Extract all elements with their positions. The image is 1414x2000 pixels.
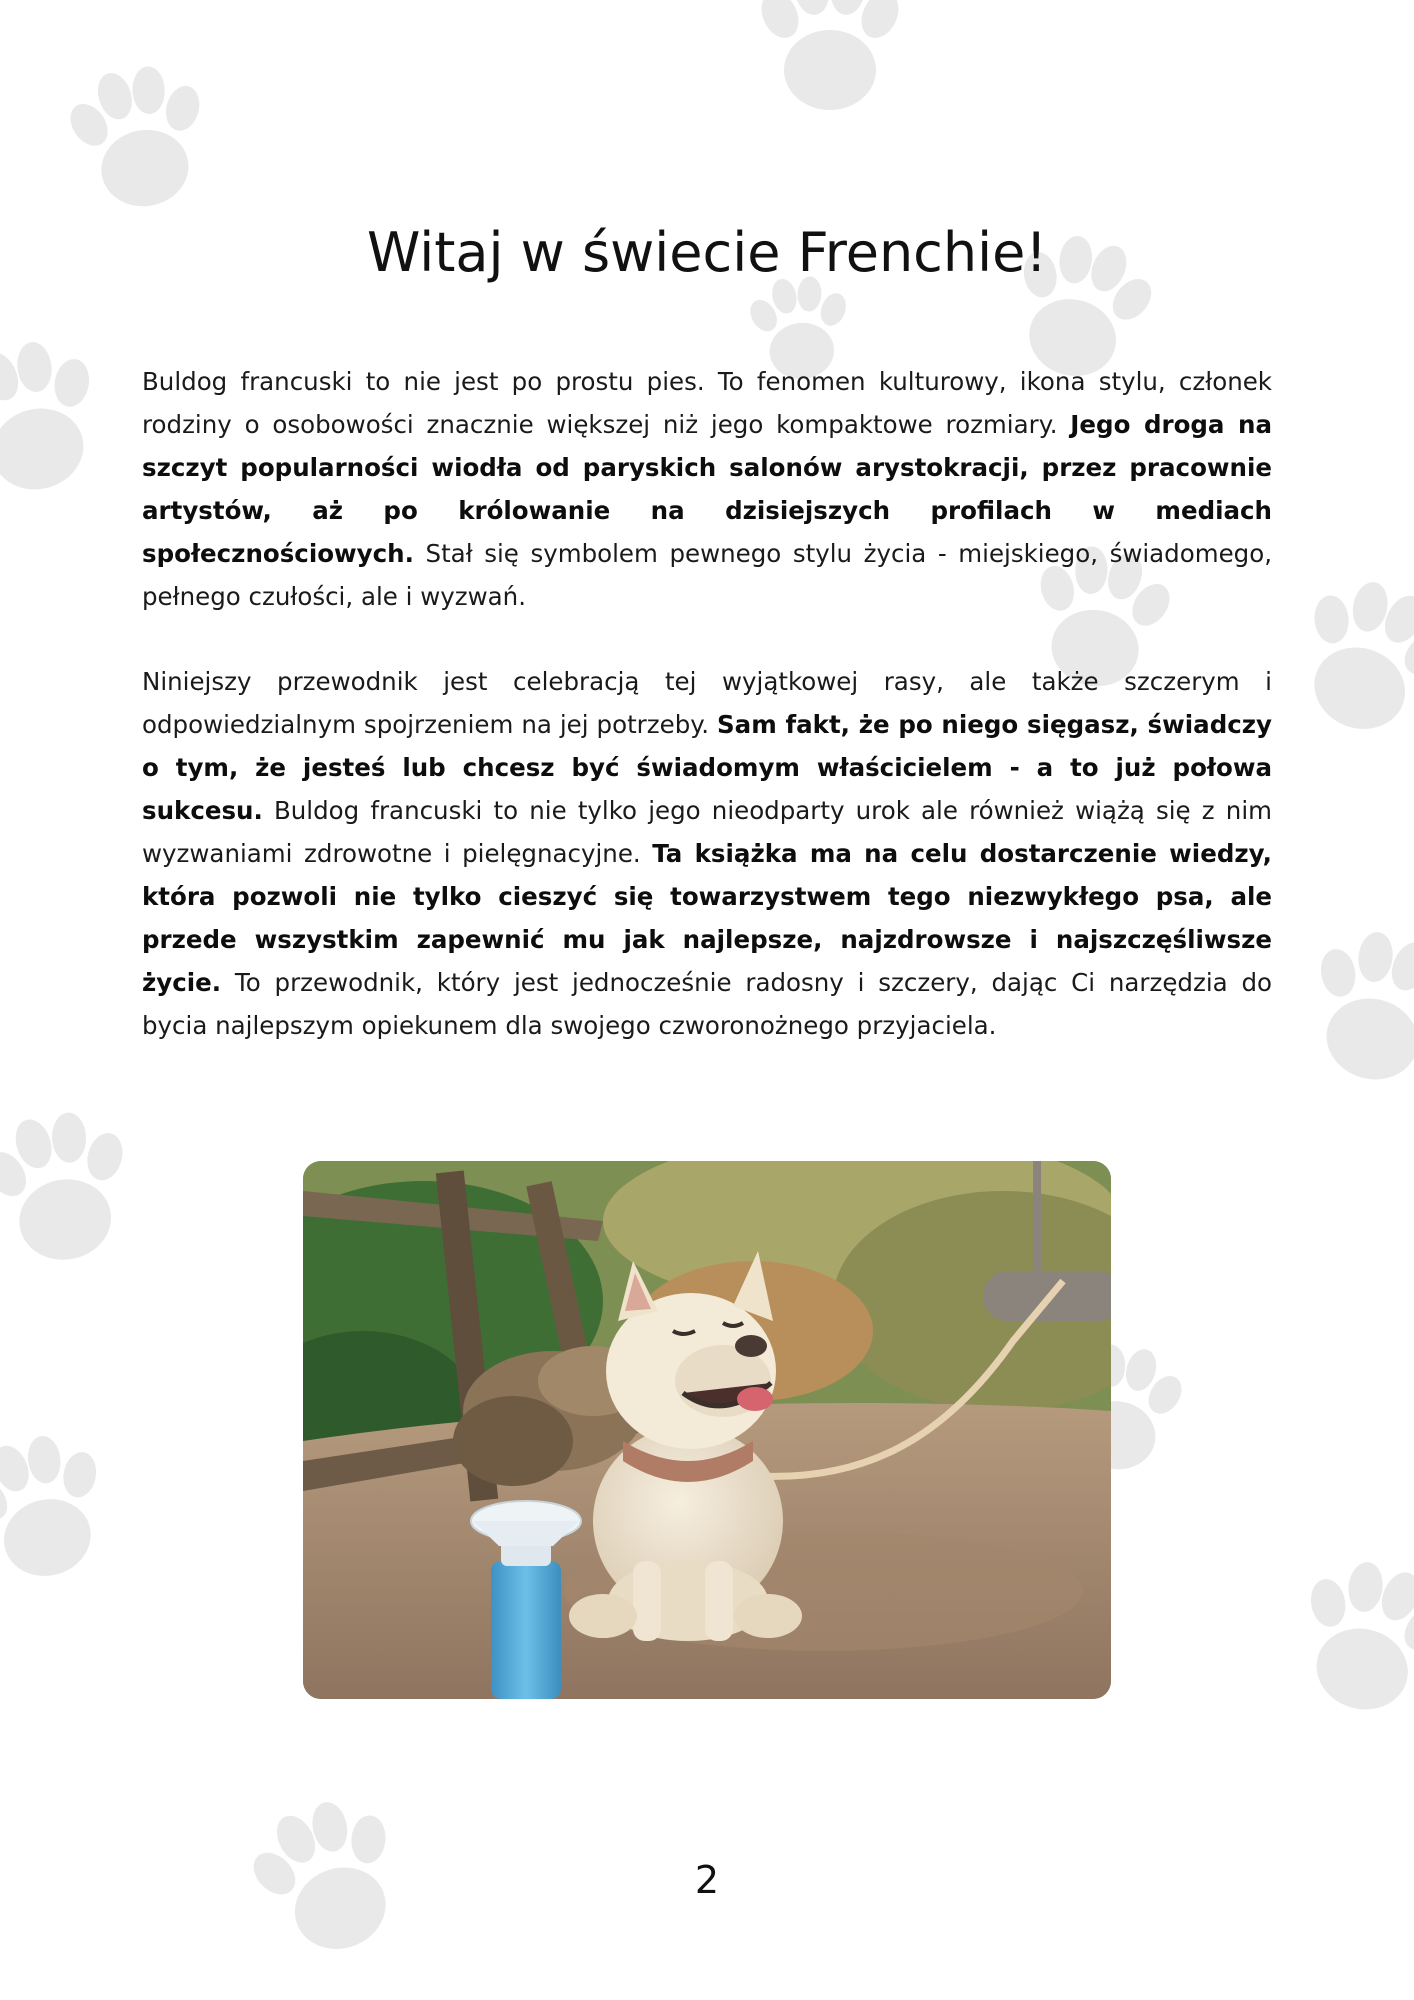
paw-print-icon — [754, 0, 905, 110]
bold-text-run: Jego droga na szczyt popularności wiodła od paryskich salonów arystokracji, przez pracownie artystów, aż po królowanie na dzisiejszych profilach w mediach społecznościowych. — [142, 410, 1272, 568]
paw-print-icon — [0, 1421, 127, 1593]
paw-print-icon — [57, 55, 223, 218]
page-title: Witaj w świecie Frenchie! — [367, 221, 1047, 284]
text-run: Buldog francuski to nie jest po prostu pies. To fenomen kulturowy, ikona stylu, członek rodziny o osobowości znacznie większej niż jego kompaktowe rozmiary. — [142, 367, 1272, 439]
paw-print-icon — [0, 1101, 147, 1272]
intro-paragraph — [142, 360, 1272, 618]
paw-print-icon — [1275, 562, 1414, 752]
text-run: To przewodnik, który jest jednocześnie radosny i szczery, dając Ci narzędzia do bycia najlepszym opiekunem dla swojego czworonożnego przyjaciela. — [142, 968, 1272, 1040]
bold-text-run: Sam fakt, że po niego sięgasz, świadczy o tym, że jesteś lub chcesz być świadomym właścicielem - a to już połowa sukcesu. — [142, 710, 1272, 825]
photo-illustration — [303, 1161, 1111, 1699]
bold-text-run: Ta książka ma na celu dostarczenie wiedzy, która pozwoli nie tylko cieszyć się towarzystwem tego niezwykłego psa, ale przede wszystkim zapewnić mu jak najlepsze, najzdrowsze i najszczęśliwsze życie. — [142, 839, 1272, 997]
french-bulldog-photo — [303, 1161, 1111, 1699]
text-run: Buldog francuski to nie tylko jego nieodparty urok ale również wiążą się z nim wyzwaniami zdrowotne i pielęgnacyjne. — [142, 796, 1272, 868]
page-number: 2 — [694, 1858, 720, 1902]
guide-paragraph — [142, 660, 1272, 1047]
paw-print-icon — [1279, 1546, 1414, 1727]
text-run: Stał się symbolem pewnego stylu życia - miejskiego, świadomego, pełnego czułości, ale i wyzwań. — [142, 539, 1272, 611]
paw-print-icon — [0, 326, 121, 507]
paw-print-icon — [1289, 916, 1414, 1097]
text-run: Niniejszy przewodnik jest celebracją tej wyjątkowej rasy, ale także szczerym i odpowiedzialnym spojrzeniem na jej potrzeby. — [142, 667, 1272, 739]
